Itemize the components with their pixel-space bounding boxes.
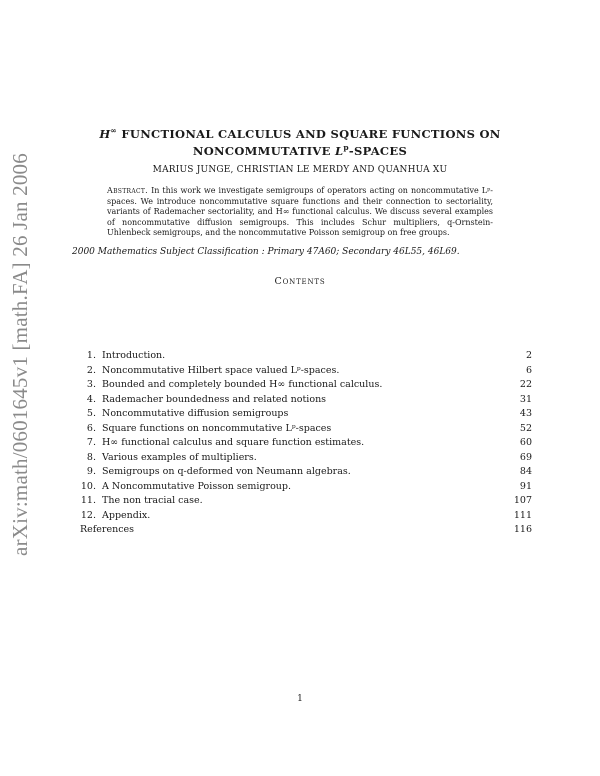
toc-entry-page: 52 [519,422,532,434]
toc-entry-label: A Noncommutative Poisson semigroup. [102,480,292,492]
toc-entry-page: 69 [519,451,532,463]
toc-entry[interactable] [80,407,532,422]
title-l-superscript: p [343,142,349,152]
toc-entry-label: H∞ functional calculus and square function estimates. [102,437,365,448]
page-number: 1 [297,694,303,704]
toc-entry-number: 7. [86,437,96,448]
title-h-superscript: ∞ [110,126,118,135]
toc-entry-label: Semigroups on q-deformed von Neumann algebras. [102,466,351,477]
toc-entry-page: 91 [519,480,532,492]
toc-entry-number: 2. [86,364,96,376]
toc-entry-page: 107 [513,495,532,506]
toc-entry-number: 4. [86,393,96,405]
toc-entry-label: Rademacher boundedness and related notions [102,393,327,405]
toc-entry-number: 8. [86,451,96,463]
toc-entry-page: 31 [519,393,532,405]
toc-entry[interactable] [80,509,532,524]
toc-entry[interactable] [80,451,532,466]
abstract-label: Abstract. [107,186,148,195]
toc-entry-number: 1. [86,350,96,361]
toc-entry-label: References [80,524,135,535]
toc-entry[interactable] [80,436,532,451]
toc-entry-page: 116 [513,524,532,535]
toc-entry[interactable] [80,393,532,408]
arxiv-sidebar-stamp [2,152,38,556]
title-line-2-pre: NONCOMMUTATIVE [192,143,335,158]
title-line-2-post: -SPACES [348,143,408,158]
author-list: MARIUS JUNGE, CHRISTIAN LE MERDY AND QUANHUA XU [152,165,448,175]
toc-entry-number: 11. [80,495,96,506]
toc-entry-label: Appendix. [102,509,151,521]
subject-classification: 2000 Mathematics Subject Classification : Primary 47A60; Secondary 46L55, 46L69. [72,247,460,257]
toc-entry-label: Bounded and completely bounded H∞ functional calculus. [102,379,383,390]
toc-entry-page: 43 [519,408,532,419]
toc-entry[interactable] [80,494,532,509]
toc-entry-page: 84 [519,466,532,477]
abstract [107,186,493,239]
toc-entry[interactable] [80,349,532,364]
toc-entry[interactable] [80,465,532,480]
table-of-contents [80,349,532,538]
toc-entry[interactable] [80,480,532,495]
toc-entry[interactable] [80,378,532,393]
toc-entry-page: 2 [525,350,532,361]
toc-entry-label: Square functions on noncommutative Lᵖ-spaces [102,422,332,434]
toc-entry-page: 111 [513,509,532,521]
toc-entry-label: The non tracial case. [102,495,203,506]
toc-entry-number: 5. [86,408,96,419]
title-line-2 [60,141,540,158]
toc-entry-page: 60 [519,437,532,448]
toc-entry-label: Various examples of multipliers. [102,451,257,463]
toc-entry-number: 12. [80,509,96,521]
toc-entry-number: 6. [86,422,96,434]
toc-entry-label: Noncommutative Hilbert space valued Lᵖ-spaces. [102,364,340,376]
title-line-1-text: FUNCTIONAL CALCULUS AND SQUARE FUNCTIONS ON [117,126,501,141]
toc-entry-label: Introduction. [102,350,166,361]
toc-entry[interactable] [80,523,532,538]
toc-entry-label: Noncommutative diffusion semigroups [102,408,289,419]
toc-entry[interactable] [80,364,532,379]
toc-entry-number: 10. [80,480,96,492]
paper-title [60,124,540,158]
title-h-symbol: H [99,126,111,141]
title-l-symbol: L [334,143,344,158]
abstract-text: In this work we investigate semigroups of operators acting on noncommutative Lᵖ-spaces. We introduce noncommutative square functions and their connection to sectoriality, variants of Rademacher sectoriality, and H∞ functional calculus. We discuss several examples of noncommutative diffusion semigroups. This includes Schur multipliers, q-Ornstein-Uhlenbeck semigroups, and the noncommutative Poisson semigroup on free groups. [107,186,494,237]
toc-entry-number: 3. [86,379,96,390]
toc-entry-number: 9. [86,466,96,477]
toc-entry-page: 6 [525,364,532,376]
toc-entry[interactable] [80,422,532,437]
contents-heading: Contents [274,276,326,287]
toc-entry-page: 22 [519,379,532,390]
arxiv-id: arXiv:math/0601645v1 [math.FA] 26 Jan 2006 [7,152,32,556]
title-line-1 [60,124,540,141]
